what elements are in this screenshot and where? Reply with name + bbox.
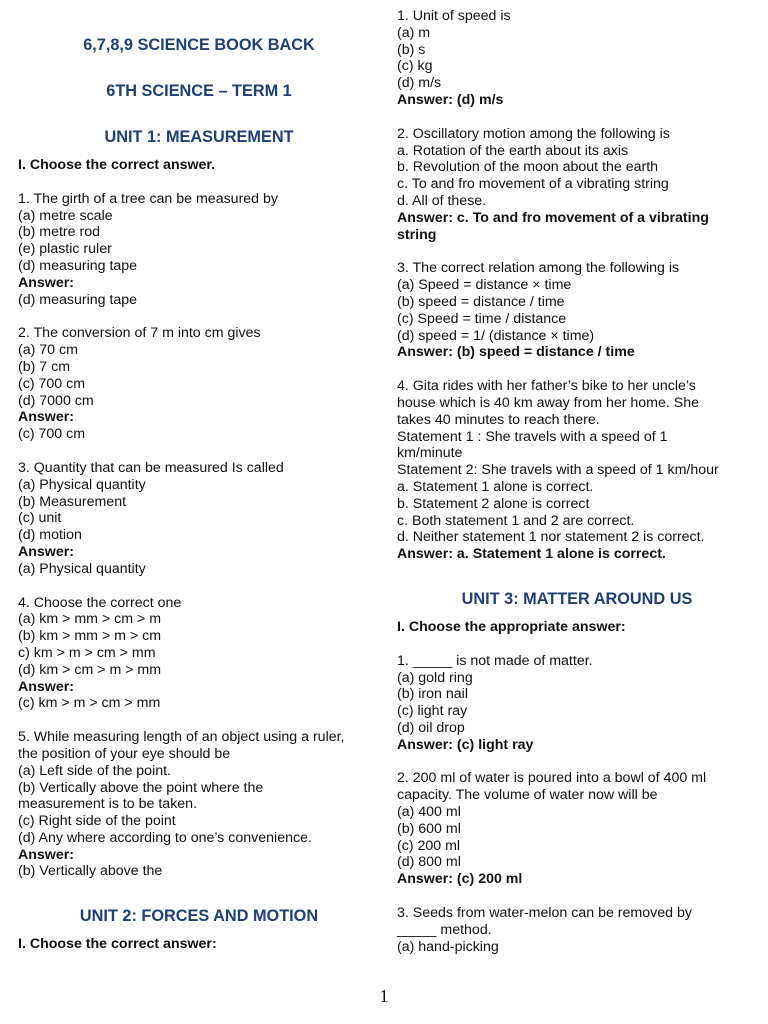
option-line: c) km > m > cm > mm bbox=[18, 644, 156, 661]
option-line: (a) Physical quantity bbox=[18, 476, 146, 493]
option-line: (d) oil drop bbox=[397, 719, 465, 736]
question-line: 3. The correct relation among the following is bbox=[397, 260, 680, 277]
question-line: 1. _____ is not made of matter. bbox=[397, 652, 593, 669]
section-heading: I. Choose the appropriate answer: bbox=[397, 618, 626, 635]
option-line: (d) 7000 cm bbox=[18, 392, 94, 409]
option-line: d. Neither statement 1 nor statement 2 is correct. bbox=[397, 529, 705, 546]
option-line: (b) km > mm > m > cm bbox=[18, 628, 162, 645]
question-line: 1. The girth of a tree can be measured by bbox=[18, 190, 278, 207]
question-line: the position of your eye should be bbox=[18, 745, 231, 762]
option-line: (b) iron nail bbox=[397, 686, 468, 703]
statement-line: Statement 1 : She travels with a speed of 1 bbox=[397, 428, 668, 445]
option-line: (e) plastic ruler bbox=[18, 241, 112, 258]
unit3-heading: UNIT 3: MATTER AROUND US bbox=[461, 589, 693, 608]
option-line: (b) 600 ml bbox=[397, 820, 461, 837]
question-line: takes 40 minutes to reach there. bbox=[397, 411, 600, 428]
option-line: (c) Speed = time / distance bbox=[397, 310, 567, 327]
option-line: (d) m/s bbox=[397, 75, 442, 92]
question-block bbox=[18, 460, 380, 578]
question-block bbox=[397, 126, 757, 244]
option-line: (a) gold ring bbox=[397, 669, 473, 686]
answer-text: Answer: (c) 200 ml bbox=[397, 871, 523, 888]
question-line: house which is 40 km away from her home. She bbox=[397, 394, 700, 411]
right-column bbox=[397, 0, 757, 955]
unit1-heading: UNIT 1: MEASUREMENT bbox=[104, 128, 294, 146]
unit2-heading: UNIT 2: FORCES AND MOTION bbox=[79, 907, 319, 926]
option-line: (b) Measurement bbox=[18, 493, 127, 510]
question-block bbox=[397, 770, 757, 888]
question-line: 4. Gita rides with her father’s bike to her uncle’s bbox=[397, 378, 696, 395]
answer-text: Answer: (b) speed = distance / time bbox=[397, 344, 635, 361]
question-block bbox=[397, 653, 757, 754]
answer-text: string bbox=[397, 226, 437, 243]
option-line: (d) Any where according to one’s convenience. bbox=[18, 829, 312, 846]
question-line: 2. Oscillatory motion among the following is bbox=[397, 125, 670, 142]
question-block bbox=[397, 8, 757, 109]
option-line: (d) 800 ml bbox=[397, 854, 461, 871]
term-heading: 6TH SCIENCE – TERM 1 bbox=[106, 82, 292, 100]
option-line: d. All of these. bbox=[397, 192, 487, 209]
question-line: 2. 200 ml of water is poured into a bowl of 400 ml bbox=[397, 770, 707, 787]
option-line: (a) 70 cm bbox=[18, 342, 78, 359]
question-block bbox=[18, 191, 380, 309]
option-line: (c) 700 cm bbox=[18, 375, 86, 392]
option-line: (c) light ray bbox=[397, 703, 468, 720]
option-line: c. Both statement 1 and 2 are correct. bbox=[397, 512, 635, 529]
question-line: 2. The conversion of 7 m into cm gives bbox=[18, 325, 261, 342]
question-line: 5. While measuring length of an object using a ruler, bbox=[18, 729, 345, 746]
answer-text: Answer: c. To and fro movement of a vibrating bbox=[397, 209, 709, 226]
question-line: 3. Quantity that can be measured Is called bbox=[18, 459, 284, 476]
question-line: 1. Unit of speed is bbox=[397, 8, 511, 24]
option-line: (d) km > cm > m > mm bbox=[18, 661, 162, 678]
question-line: 3. Seeds from water-melon can be removed by bbox=[397, 905, 692, 922]
option-line: (d) motion bbox=[18, 527, 82, 544]
question-line: 4. Choose the correct one bbox=[18, 594, 182, 611]
answer-label: Answer: bbox=[18, 846, 74, 863]
answer-text: (c) 700 cm bbox=[18, 426, 86, 443]
option-line: a. Rotation of the earth about its axis bbox=[397, 142, 629, 159]
question-block bbox=[18, 325, 380, 443]
option-line: measurement is to be taken. bbox=[18, 796, 198, 813]
page-number: 1 bbox=[379, 986, 389, 1006]
option-line: (b) Vertically above the point where the bbox=[18, 779, 264, 796]
doc-title: 6,7,8,9 SCIENCE BOOK BACK bbox=[83, 36, 315, 54]
option-line: (a) 400 ml bbox=[397, 804, 461, 821]
option-line: (a) km > mm > cm > m bbox=[18, 611, 162, 628]
answer-text: Answer: (c) light ray bbox=[397, 736, 534, 753]
answer-text: (b) Vertically above the bbox=[18, 863, 163, 880]
option-line: b. Revolution of the moon about the earth bbox=[397, 159, 659, 176]
answer-text: (d) measuring tape bbox=[18, 291, 138, 308]
answer-label: Answer: bbox=[18, 543, 74, 560]
option-line: (d) speed = 1/ (distance × time) bbox=[397, 327, 595, 344]
option-line: (d) measuring tape bbox=[18, 257, 138, 274]
option-line: (b) speed = distance / time bbox=[397, 293, 565, 310]
option-line: (b) metre rod bbox=[18, 224, 100, 241]
question-block bbox=[397, 378, 757, 563]
question-block bbox=[397, 260, 757, 361]
answer-label: Answer: bbox=[18, 678, 74, 695]
answer-label: Answer: bbox=[18, 274, 74, 291]
option-line: (c) kg bbox=[397, 58, 433, 75]
option-line: b. Statement 2 alone is correct bbox=[397, 495, 590, 512]
section-heading: I. Choose the correct answer. bbox=[18, 157, 216, 173]
answer-label: Answer: bbox=[18, 409, 74, 426]
option-line: (a) metre scale bbox=[18, 207, 113, 224]
option-line: (c) unit bbox=[18, 510, 62, 527]
answer-text: (a) Physical quantity bbox=[18, 560, 146, 577]
option-line: (c) 200 ml bbox=[397, 837, 461, 854]
option-line: (b) s bbox=[397, 41, 426, 58]
option-line: (c) Right side of the point bbox=[18, 813, 176, 830]
answer-text: (c) km > m > cm > mm bbox=[18, 695, 161, 712]
answer-text: Answer: (d) m/s bbox=[397, 91, 504, 108]
question-block bbox=[18, 595, 380, 713]
section-heading: I. Choose the correct answer: bbox=[18, 936, 217, 953]
option-line: (a) m bbox=[397, 24, 431, 41]
statement-line: Statement 2: She travels with a speed of 1 km/hour bbox=[397, 462, 719, 479]
option-line: a. Statement 1 alone is correct. bbox=[397, 478, 594, 495]
question-block bbox=[397, 905, 757, 955]
option-line: c. To and fro movement of a vibrating string bbox=[397, 176, 669, 193]
answer-text: Answer: a. Statement 1 alone is correct. bbox=[397, 546, 666, 563]
option-line: (b) 7 cm bbox=[18, 358, 71, 375]
option-line: (a) Left side of the point. bbox=[18, 762, 172, 779]
option-line: (a) hand-picking bbox=[397, 938, 499, 955]
left-column bbox=[18, 0, 380, 953]
option-line: (a) Speed = distance × time bbox=[397, 277, 572, 294]
question-line: capacity. The volume of water now will be bbox=[397, 787, 658, 804]
question-line: _____ method. bbox=[397, 921, 492, 938]
statement-line: km/minute bbox=[397, 445, 463, 462]
question-block bbox=[18, 729, 380, 880]
